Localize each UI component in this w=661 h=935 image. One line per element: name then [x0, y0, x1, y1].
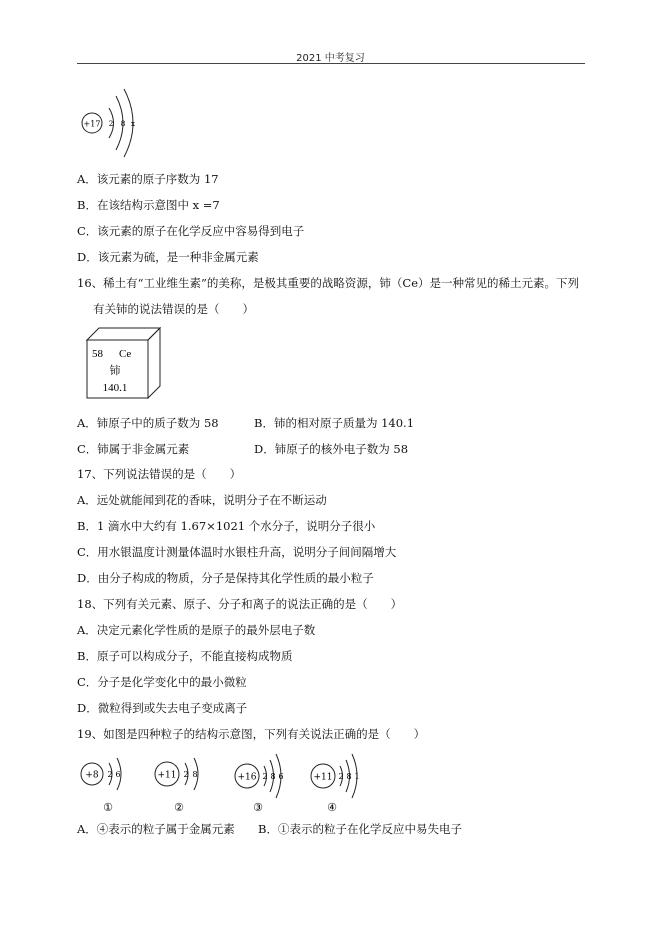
element-name: 铈: [109, 365, 121, 377]
nucleus-charge: +11: [313, 772, 333, 783]
shell-electron-count: 1: [354, 772, 360, 781]
shell-electron-count: 8: [346, 772, 352, 781]
q17-option-a: A．远处就能闻到花的香味，说明分子在不断运动: [77, 493, 327, 507]
q18-option-a: A．决定元素化学性质的是原子的最外层电子数: [77, 623, 316, 637]
q18-stem: 18、下列有关元素、原子、分子和离子的说法正确的是（ ）: [77, 597, 403, 611]
nucleus-charge: +16: [237, 772, 257, 783]
q19-particle-diagrams: [78, 752, 378, 817]
element-symbol: Ce: [119, 348, 132, 360]
q17-option-c: C．用水银温度计测量体温时水银柱升高，说明分子间间隔增大: [77, 545, 397, 559]
header-rule: [77, 63, 585, 64]
shell-electron-count: 6: [278, 772, 284, 781]
q17-option-b: B．1 滴水中大约有 1.67×1021 个水分子，说明分子很小: [77, 519, 376, 533]
nucleus-charge: +17: [83, 119, 101, 129]
q16-option-d: D．铈原子的核外电子数为 58: [254, 442, 409, 456]
q16-stem-line2: 有关铈的说法错误的是（ ）: [93, 302, 254, 316]
q16-option-c: C．铈属于非金属元素: [77, 442, 190, 456]
shell-electron-count: 8: [270, 772, 276, 781]
q15-atom-diagram: [78, 86, 148, 158]
q18-option-c: C．分子是化学变化中的最小微粒: [77, 675, 247, 689]
q16-stem-line1: 16、稀土有“工业维生素”的美称，是极其重要的战略资源，铈（Ce）是一种常见的稀土元素。下列: [77, 276, 579, 290]
atomic-number: 58: [92, 348, 103, 360]
nucleus-charge: +11: [157, 770, 177, 781]
q16-option-a: A．铈原子中的质子数为 58: [77, 416, 219, 430]
q15-option-b: B．在该结构示意图中 x =7: [77, 198, 220, 212]
particle-4: [311, 754, 360, 814]
shell-electron-count: 2: [107, 770, 113, 779]
shell-electron-count: 8: [192, 770, 198, 779]
shell-electron-count: 2: [338, 772, 344, 781]
cerium-element-box: [86, 327, 162, 399]
particle-label: ④: [327, 801, 337, 814]
particle-label: ②: [174, 801, 184, 814]
shell-electron-count: 2: [183, 770, 189, 779]
shell-electron-count: 8: [120, 119, 126, 128]
q19-stem: 19、如图是四种粒子的结构示意图，下列有关说法正确的是（ ）: [77, 727, 426, 741]
q17-stem: 17、下列说法错误的是（ ）: [77, 467, 242, 481]
particle-1: [81, 758, 121, 814]
q19-option-a: A．④表示的粒子属于金属元素: [77, 822, 235, 836]
atomic-mass: 140.1: [102, 382, 128, 394]
particle-3: [235, 754, 284, 814]
particle-2: [155, 758, 198, 814]
q18-option-b: B．原子可以构成分子，不能直接构成物质: [77, 649, 293, 663]
particle-label: ①: [103, 801, 113, 814]
page-header: 2021 中考复习: [296, 53, 365, 64]
q16-option-b: B．铈的相对原子质量为 140.1: [254, 416, 415, 430]
shell-electron-count: 2: [108, 119, 114, 128]
shell-electron-count: x: [130, 119, 136, 128]
q18-option-d: D．微粒得到或失去电子变成离子: [77, 701, 248, 715]
q15-option-a: A．该元素的原子序数为 17: [77, 172, 219, 186]
particle-label: ③: [253, 801, 263, 814]
q17-option-d: D．由分子构成的物质，分子是保持其化学性质的最小粒子: [77, 571, 374, 585]
q15-option-d: D．该元素为硫，是一种非金属元素: [77, 250, 259, 264]
nucleus-charge: +8: [85, 770, 99, 781]
q19-option-b: B．①表示的粒子在化学反应中易失电子: [258, 822, 462, 836]
q15-option-c: C．该元素的原子在化学反应中容易得到电子: [77, 224, 305, 238]
shell-electron-count: 2: [262, 772, 268, 781]
shell-electron-count: 6: [115, 770, 121, 779]
